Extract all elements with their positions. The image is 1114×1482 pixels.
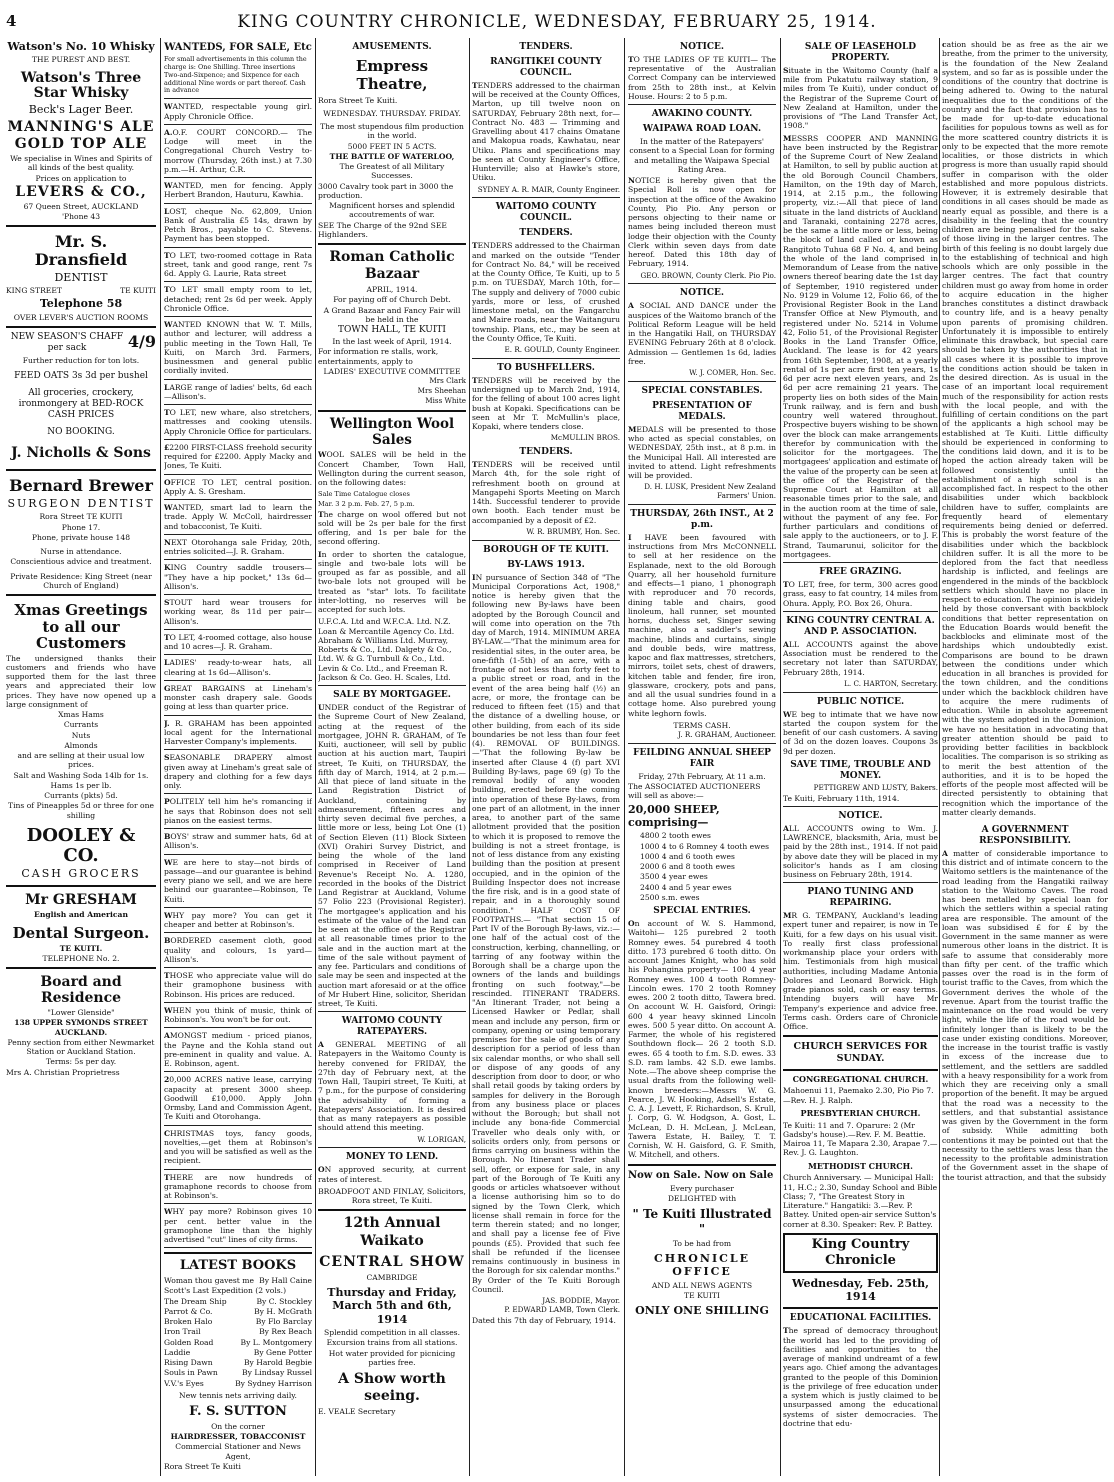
book-row xyxy=(164,1348,312,1357)
sheep-item: 1000 4 to 6 Romney 4 tooth ewes xyxy=(640,841,770,851)
over-levers: OVER LEVER'S AUCTION ROOMS xyxy=(13,312,149,322)
rora-te-kuiti: Rora Street TE KUITI xyxy=(39,512,123,522)
pettigrew-date: Te Kuiti, February 11th, 1914. xyxy=(783,793,900,803)
money-heading: MONEY TO LEND. xyxy=(345,1152,439,1163)
save-time: SAVE TIME, TROUBLE AND MONEY. xyxy=(790,759,931,781)
board-residence: Board and Residence xyxy=(40,974,122,1006)
book-title: Golden Road xyxy=(164,1337,214,1347)
te-kuiti-illustrated: " Te Kuiti Illustrated " xyxy=(632,1207,772,1236)
bazaar-heading: Roman Catholic Bazaar xyxy=(329,249,455,283)
purest-text: THE PUREST AND BEST. xyxy=(31,55,131,65)
borough-heading: BOROUGH OF TE KUITI. xyxy=(483,544,609,555)
empress-theatre: Empress Theatre, xyxy=(355,56,429,94)
show-worth: A Show worth seeing. xyxy=(338,1371,446,1405)
money-body: ON approved security, at current rates of interest. xyxy=(318,1165,466,1184)
gould-signature: E. R. GOULD, County Engineer. xyxy=(504,345,620,355)
greatest-text: The Greatest of all Military Successes. xyxy=(339,162,445,181)
broadfoot-text: BROADFOOT AND FINLAY, Solicitors, Rora street, Te Kuiti. xyxy=(318,1186,466,1206)
classified-ad: WE are here to stay—not birds of passage—and our guarantee is behind every piano we sell, and we are here behind our guarantee—Robinson, Te Kuiti. xyxy=(164,857,312,904)
book-row xyxy=(164,1276,312,1285)
classified-ad: WHEN you think of music, think of Robinson's. You won't be for out. xyxy=(164,1005,312,1024)
mcconnell-body: I HAVE been favoured with instructions from Mrs McCONNELL to sell at her residence on the Esplanade, next to the old Borough Quarry, all her household furniture and effects—1 piano, 1 phonograph with reproducer and 70 records, dining table and chairs, good linoleum, hall runner, set mounted horns, duchess set, Singer sewing machine, also a saddler's sewing machine, blinds and curtains, single and double beds, wire mattress, kapoc and flax mattresses, stretchers, mirrors, toilet sets, chest of drawers, kitchen table and fender, fire iron, glassware, crockery, pots and pans, and all the usual sundries found in a cottage home. Also purebred young white leghorn fowls. xyxy=(628,532,776,718)
sutton-rora: Rora Street Te Kuiti xyxy=(164,1461,241,1471)
book-author: By Sydney Harrison xyxy=(235,1378,312,1388)
oats-ad: FEED OATS 3s 3d per bushel xyxy=(14,371,148,382)
stupendous-text: The most stupendous film production in the world. xyxy=(320,122,464,141)
booth-body: TENDERS will be received until March 4th, for the sole right of refreshment booth on ground at Mangapehi Sports Meeting on March 14th. Successful tenderer to provide own booth. Each tender must be accompanied by a deposit of £2. xyxy=(472,460,620,525)
classified-ad: WANTED, respectable young girl. Apply Chronicle Office. xyxy=(164,102,312,121)
feilding-heading: FEILDING ANNUAL SHEEP FAIR xyxy=(633,747,771,769)
column-4-tenders xyxy=(472,38,620,1476)
classified-ad: LADIES' ready-to-wear hats, all clearing at 1s 6d—Allison's. xyxy=(164,658,312,677)
sheep-item: 2400 4 and 5 year ewes xyxy=(640,882,732,892)
book-title: Souls in Pawn xyxy=(164,1368,218,1378)
phone-148: Phone, private house 148 xyxy=(31,532,131,542)
special-entries-heading: SPECIAL ENTRIES. xyxy=(653,906,751,917)
bylaws-dated: Dated this 7th day of February, 1914. xyxy=(472,1315,616,1325)
book-title: Woman thou gavest me xyxy=(164,1276,254,1286)
news-agents: AND ALL NEWS AGENTS xyxy=(651,1280,753,1290)
classified-ad: TO LET small empty room to let, detached; rent 2s 6d per week. Apply Chronicle Office. xyxy=(164,285,312,313)
classified-ad: £2200 FIRST-CLASS freehold security required for £2200. Apply Macky and Jones, Te Kuiti. xyxy=(164,442,312,471)
leasehold-body: MESSRS COOPER AND MANNING have been instructed by the Registrar of the Supreme Court of New Zealand at Hamilton, to sell by public auction at the old Borough Council Chambers, Hamilton, on the 19th day of March, 1914, at 2.15 p.m., the following property, viz.:—All that piece of land situate in the land districts of Auckland and Taranaki, containing 2278 acres, be the same a little more or less, being the block of land called or known as Rangitoto Tuhua 68 F No. 4, and being the whole of the land comprised in Memorandum of Lease from the native owners thereof bearing date the 1st day of September, 1910 registered under No. 9129 in Volume 12, Folio 66, of the Provisional Register Book in the Land Transfer Office at New Plymouth, and registered under No. 5214 in Volume 42, Folio 51, of the Provisional Register Books in the Land Transfer Office, Auckland. The lease is for 42 years from 16th September, 1908, at a yearly rental of 1s per acre first ten years, 1s 6d per acre next eleven years, and 2s 6d per acre remaining 21 years. The property lies on both sides of the Main Trunk railway, and is fern and bush country well watered throughout. Prospective buyers wishing to be shown over the block can make arrangements therefor by communication with the solicitor for the mortgagees. The mortgagees' application and estimate of the value of the property can be seen at the office of the Registrar of the Supreme Court at Hamilton at all reasonable times prior to the sale, and in the auction room at the time of sale, without the payment of any fee. For further particulars and conditions of sale apply to the auctioneers, or to J. F. Strand, Taumarunui, solicitor for the mortgagees. xyxy=(783,133,938,559)
classified-ad: WANTED, men for fencing. Apply Herbert Brandon, Hauturu, Kawhia. xyxy=(164,181,312,200)
entries-body: On account of W. S. Hammond, Waitohi— 125 purebred 2 tooth Romney ewes. 54 purebred 4 tooth ditto. 173 purebred 6 tooth ditto. On account James Knight, who has sold his Pohangina property— 100 4 year Romney ewes. 100 4 tooth Romney-Lincoln ewes. 170 2 tooth Romney ewes. 200 2 tooth ditto, Tawera bred. On account W. H. Gaisford, Oringi: 600 4 year heavy skinned Lincoln ewes. 500 5 year ditto. On account A. Farmer, the whole of his registered Southdown flock— 26 2 tooth S.D. ewes. 65 4 tooth to f.m. S.D. ewes. 33 S.D. ram lambs. 42 S.D. ewe lambs. Note.—The above sheep comprise the usual drafts from the following well-known breeders:—Messrs W. G. Pearce, J. W. Hooking, Adsell's Estate, C. A. J. Levett, F. Richardson, S. Krull, J. Corp, G. W. Hodgson, A. Gost, L. McLean, D. H. McLean, J. McLean, Tawera Estate, H. Bailey, T. T. Cornish, W. H. Gaisford, G. F. Smith, W. Mitchell, and others. xyxy=(628,919,776,1160)
rangitikei-heading: RANGITIKEI COUNTY COUNCIL. xyxy=(490,56,602,78)
every-purchaser: Every purchaser xyxy=(670,1183,734,1193)
classified-ad: WANTED, smart lad to learn the trade. Apply W. McColl, hairdresser and tobacconist, Te Kuiti. xyxy=(164,503,312,531)
public-notice-heading: PUBLIC NOTICE. xyxy=(816,696,905,707)
grazing-body: TO LET, free, for term, 300 acres good grass, easy to fat country, 14 miles from Ohura. Apply, P.O. Box 26, Ohura. xyxy=(783,580,938,608)
mair-signature: SYDNEY A. R. MAIR, County Engineer. xyxy=(477,184,620,194)
column-6-notices xyxy=(783,38,938,1476)
column-rule xyxy=(315,38,316,1476)
book-author: By Harold Begbie xyxy=(243,1358,312,1368)
hot-water: Hot water provided for picnicing parties free. xyxy=(328,1348,456,1367)
watsons-three-star-ad: Watson's Three Star Whisky xyxy=(20,69,142,102)
bylaws-body: IN pursuance of Section 348 of "The Municipal Corporations Act, 1908," notice is hereby given that the following new By-laws have been adopted by the Borough Council and will come into operation on the 7th day of March, 1914. MINIMUM AREA BY-LAW.—"That the minimum area for residential sites, in the outer area, be one-fifth (1-5th) of an acre, with a frontage of not less than forty feet to a public street or road, and in the event of the area being half (½) an acre, or more, the frontage can be reduced to fifteen feet (15) and that the distance of a dwelling house, or other building, from each of its side boundaries be not less than four feet (4). REMOVAL OF BUILDINGS.—"That the following By-law be inserted after Clause 4 (f) part XVI Building By-laws, page 69 (g) To the removal bodily of any wooden building, erected before the coming into operation of these By-laws, from one part of an allotment, in the inner area, to another part of the same allotment provided that the position to which it is proposed to remove the building is not a street frontage, is not of less distance from any existing building than the position at present occupied, and in the opinion of the Building Inspector does not increase the fire risk, and is in a good state of repair, and in a thoroughly sound condition." HALF COST OF FOOTPATHS.— "That section 15 of Part IV of the Borough By-laws, viz.:—one half of the actual cost of the construction, kerbing, channelling, or tarring of any footway within the Borough shall be a charge upon the owners of the lands and buildings fronting on such footway,"—be rescinded. ITINERANT TRADERS. "An Itinerant Trader, not being a Licensed Hawker or Pedlar, shall mean and include any person, firm or company, opening or using temporary premises for the sale of goods of any description for a period of less than six calendar months, or who shall sell or dispose of any goods of any description from door to door, or who shall retail goods by taking orders by samples for delivery in the Borough from any business place or places without the Borough; but shall not include any bona-fide Commercial Traveller who deals only with, or solicits orders only, from persons or firms carrying on business within the Borough. No Itinerant Trader shall sell, offer, or expose for sale, in any part of the Borough of Te Kuiti any goods or articles whatsoever without a license authorising him so to do signed by the Town Clerk, which license shall remain in force for the term therein stated; and no longer, and shall pay a license fee of Five pounds (£5). Provided that such fee shall be refunded if the licensee remains continuously in business in the Borough for six calendar months." By Order of the Te Kuiti Borough Council. xyxy=(472,572,620,1294)
bazaar-committee: LADIES' EXECUTIVE COMMITTEE xyxy=(323,366,461,376)
salt-text: Salt and Washing Soda 14lb for 1s. xyxy=(13,770,149,780)
nicholls-name: J. Nicholls & Sons xyxy=(11,444,151,461)
classified-ad: GREAT BARGAINS at Lineham's monster cash drapery sale. Goods going at less than quarter price. xyxy=(164,683,312,712)
education-body: The spread of democracy throughout the world has led to the providing of facilities and opportunities to the average of mankind undreamt of a few years ago. Chief among the advantages granted to the people of this Dominion is the privilege of free education under a system which is justly claimed to be unsurpassed among the educational systems of sister democracies. The doctrine that edu- xyxy=(783,1326,938,1428)
tenders-2-heading: TENDERS. xyxy=(519,228,573,239)
goods-item: Nuts xyxy=(71,730,91,740)
chronicle-office: CHRONICLE OFFICE xyxy=(654,1251,750,1279)
cambridge: CAMBRIDGE xyxy=(366,1272,418,1282)
delighted: DELIGHTED with xyxy=(667,1194,737,1204)
feilding-date: Friday, 27th February, At 11 a.m. xyxy=(638,771,766,781)
classified-ad: AMONGST medium - priced pianos, the Payne and the Kohla stand out pre-eminent in quality and value. A. E. Robinson, agent. xyxy=(164,1031,312,1068)
congregational-body: Mahoenui 11, Paemako 2.30, Pio Pio 7.—Rev. H. J. Ralph. xyxy=(783,1086,934,1105)
congregational-heading: CONGREGATIONAL CHURCH. xyxy=(792,1073,929,1084)
sheep-item: 2500 s.m. ewes xyxy=(640,892,700,902)
sheep-item: 1000 4 and 6 tooth ewes xyxy=(640,851,735,861)
only-one-shilling: ONLY ONE SHILLING xyxy=(635,1304,769,1318)
notice-3-heading: NOTICE. xyxy=(838,810,883,821)
excursion: Excursion trains from all stations. xyxy=(326,1338,458,1348)
newspaper-banner: King Country Chronicle xyxy=(783,1233,938,1273)
sheep-list xyxy=(628,831,776,902)
brown-signature: GEO. BROWN, County Clerk. Pio Pio. xyxy=(640,270,776,280)
waipawa-body: NOTICE is hereby given that the Special Roll is now open for inspection at the office of the Awakino County, Pio Pio. Any person or persons objecting to their name or names being included thereon must lodge their objection with the County Clerk within seven days from date hereof. Dated this 18th day of February, 1914. xyxy=(628,176,776,269)
lower-glenside: "Lower Glenside" xyxy=(47,1008,115,1018)
selling-text: and are selling at their usual low prices. xyxy=(17,751,145,770)
wool-row: Mar. 3 2 p.m. Feb. 27, 5 p.m. xyxy=(318,499,415,508)
wool-body-2: The charge on wool offered but not sold will be 2s per bale for the first offering, and 1s per bale for the second offering. xyxy=(318,509,466,547)
xmas-greetings: Xmas Greetings to all our Customers xyxy=(14,601,148,652)
now-on-sale: Now on Sale. Now on Sale xyxy=(628,1169,774,1181)
piano-heading: PIANO TUNING AND REPAIRING. xyxy=(807,887,914,909)
wanteds-heading: WANTEDS, FOR SALE, Etc xyxy=(164,42,312,53)
classified-ad: THOSE who appreciate value will do their gramophone business with Robinson. His prices are reduced. xyxy=(164,971,312,999)
dental-surgeon: Dental Surgeon. xyxy=(12,924,150,943)
waitomo-ratepayers-heading: WAITOMO COUNTY RATEPAYERS. xyxy=(341,1016,443,1038)
king-street: KING STREET xyxy=(6,285,62,295)
piano-body: MR G. TEMPANY, Auckland's leading expert tuner and repairer, is now in Te Kuiti, for a few days on his usual visit. To really first class professional workmanship place your orders with him. Testimonials from high musical authorities, including Madame Antonia Dolores and Leonard Borwick. High grade pianos sold, cash or easy terms. Intending buyers will have Mr Tempany's experience and advice free. Terms cash. Orders care of Chronicle Office. xyxy=(783,911,938,1032)
book-row xyxy=(164,1297,312,1306)
column-5-notices xyxy=(628,38,776,1476)
column-rule xyxy=(939,38,940,1476)
sheep-heading: 20,000 SHEEP, comprising— xyxy=(628,802,720,829)
te-kuiti-2: TE KUITI. xyxy=(59,943,103,953)
bazaar-purpose: For paying off of Church Debt. xyxy=(333,295,451,305)
bushfellers-body: TENDERS will be received by the undersigned up to March 2nd, 1914, for the felling of about 100 acres light bush at Kopaki. Specifications can be seen at Mr T. McMullin's place, Kopaki, where tenders close. xyxy=(472,375,620,432)
bushfellers-heading: TO BUSHFELLERS. xyxy=(497,362,595,373)
classified-ad: THERE are now hundreds of gramaphone records to choose from at Robinson's. xyxy=(164,1172,312,1200)
becks-ad: Beck's Lager Beer. xyxy=(28,103,134,117)
show-dates: Thursday and Friday, March 5th and 6th, 1914 xyxy=(327,1285,457,1326)
show-title-1: 12th Annual Waikato xyxy=(343,1215,441,1249)
sheep-item: 4800 2 tooth ewes xyxy=(640,831,711,841)
conscientious-text: Conscientious advice and treatment. xyxy=(10,557,152,567)
waitomo-ratepayers-body: A GENERAL MEETING of all Ratepayers in the Waitomo County is hereby convened for FRIDAY, the 27th day of February next, at the Town Hall, Taupiri street, Te Kuiti, at 7 p.m., for the purpose of considering the advisability of forming a Ratepayers' Association. It is desired that as many ratepayers as possible should attend this meeting. xyxy=(318,1040,466,1133)
classified-ad: A.O.F. COURT CONCORD.— The Lodge will meet in the Congregational Church Vestry to-morrow (Thursday, 26th inst.) at 7.30 p.m.—H. Arthur, C.R. xyxy=(164,127,312,174)
book-author: By Gene Potter xyxy=(253,1347,312,1357)
bylaws-heading: BY-LAWS 1913. xyxy=(507,559,585,570)
mcmullin-signature: McMULLIN BROS. xyxy=(550,433,620,443)
book-title: V.V.'s Eyes xyxy=(164,1378,204,1388)
book-author: By Flo Barclay xyxy=(255,1317,312,1327)
goods-item: Almonds xyxy=(64,740,98,750)
empress-days: WEDNESDAY. THURSDAY. FRIDAY. xyxy=(323,108,461,118)
wanteds-list xyxy=(164,102,312,1248)
mortgage-body: UNDER conduct of the Registrar of the Supreme Court of New Zealand, acting at the request of the mortgagee, JOHN R. GRAHAM, of Te Kuiti, auctioneer, will sell by public auction at his auction mart, Taupiri street, Te Kuiti, on THURSDAY, the fifth day of March, 1914, at 2 p.m.— All that piece of land situate in the Land Registration District of Auckland, containing by admeasurement, fifteen acres and thirty seven decimal five perches, a little more or less, being Lot One (1) of Section Eleven (11) Block Sixteen (XVI) Orahiri Survey District, and being the whole of the land comprised in Receiver of Land Revenue's Receipt No. A. 1280, recorded in the books of the District Land Registrar at Auckland, Volume 57 Folio 223 (Provisional Register). The mortgagee's application and his estimate of the value of the land can be seen at the office of the Registrar at all reasonable times prior to the sale and in the auction mart at the time of the sale without payment of any fee. Particulars and conditions of sale may be seen and inspected at the auction mart aforesaid or at the office of Mr Hubert Hine, solicitor, Sheridan street, Te Kuiti. xyxy=(318,703,466,1008)
committee-name: Miss White xyxy=(425,395,466,405)
symonds-street: 138 UPPER SYMONDS STREET AUCKLAND. xyxy=(14,1018,148,1037)
wool-sales-heading: Wellington Wool Sales xyxy=(329,415,455,448)
page-number: 4 xyxy=(6,12,17,30)
classified-ad: TO LET, two-roomed cottage in Rata street, tank and good range, rent 7s 6d. Apply G. Laurie, Rata street xyxy=(164,250,312,278)
wines-text: We specialise in Wines and Spirits of all kinds of the best quality. xyxy=(10,154,152,173)
classified-ad: 20,000 ACRES native lease, carrying capacity at present 3000 sheep. Goodwill £10,000. Apply John Ormsby, Land and Commission Agent, Te Kuiti and Otorohanga. xyxy=(164,1075,312,1122)
terms-cash: TERMS CASH. xyxy=(673,720,731,730)
sutton-stationer: Commercial Stationer and News Agent, xyxy=(175,1442,301,1461)
column-rule xyxy=(160,38,161,1476)
medals-heading: PRESENTATION OF MEDALS. xyxy=(652,400,752,422)
column-2-wanteds xyxy=(164,38,312,1476)
classified-ad: LARGE range of ladies' belts, 6d each—Allison's. xyxy=(164,382,312,401)
methodist-heading: METHODIST CHURCH. xyxy=(808,1160,913,1171)
lawrence-body: ALL ACCOUNTS owing to Wm. J. LAWRENCE, blacksmith, Aria, must be paid by the 28th inst., 1914. If not paid by above date they will be placed in my solicitor's hands as I am closing business on February 28th, 1914. xyxy=(783,823,938,880)
editorial-text-2: A matter of considerable importance to this district and of intimate concern to the Waitomo settlers is the maintenance of the road leading from the Hangatiki railway station to the Waitomo Caves. The road has been metalled by special loan for which the settlers within a special rating area are responsible. The amount of the loan was subsidised £ for £ by the Government in the same manner as were numerous other loans in the district. It is safe to assume that considerably more than fifty per cent. of the traffic which passes over the road is in the form of tourist traffic to the Caves, from which the Government derives the whole of the revenue. Apart from the tourist traffic the maintenance on the road would be very light, while the life of the road would be infinitely longer than is likely to be the case under existing conditions. Moreover, the increase in the tourist traffic is vastly in excess of the increase due to settlement, and the settlers are saddled with a heavy responsibility for a work from which they are receiving only a small proportion of the benefit. It may be argued that the road was a necessity to the settlers, and that substantial assistance was given by the Government in the form of subsidy. While admitting both contentions it may be pointed out that the necessity to the settlers was less than the necessity to the profitable administration of the Government asset in the shape of the tourist attraction, and that the subsidy xyxy=(942,848,1108,1182)
kcc-heading: KING COUNTRY CENTRAL A. AND P. ASSOCIATION. xyxy=(786,615,935,637)
show-title-2: CENTRAL SHOW xyxy=(319,1253,465,1270)
book-row xyxy=(164,1358,312,1367)
see-charge: SEE The Charge of the 92nd SEE Highlanders. xyxy=(318,220,447,239)
bazaar-townhall: TOWN HALL, TE KUITI xyxy=(338,325,446,336)
classified-ad: WANTED KNOWN that W. T. Mills, author and lecturer, will address a public meeting in the Town Hall, Te Kuiti, on March 3rd. Farmers, businessmen and general public cordially invited. xyxy=(164,320,312,376)
book-title: Iron Trail xyxy=(164,1327,201,1337)
grazing-heading: FREE GRAZING. xyxy=(819,567,902,578)
groceries-ad: All groceries, crockery, ironmongery at BED-ROCK CASH PRICES xyxy=(18,387,144,420)
associated-text: The ASSOCIATED AUCTIONEERS will sell as above:— xyxy=(628,782,761,801)
book-row xyxy=(164,1286,312,1295)
bazaar-april: APRIL, 1914. xyxy=(366,285,418,295)
book-author: By L. Montgomery xyxy=(240,1337,312,1347)
leasehold-heading: SALE OF LEASEHOLD PROPERTY. xyxy=(804,42,917,63)
no-booking: NO BOOKING. xyxy=(47,426,115,437)
column-rule xyxy=(624,38,625,1476)
book-row xyxy=(164,1379,312,1388)
chaff-price: 4/9 xyxy=(127,331,156,351)
book-title: Parrot & Co. xyxy=(164,1306,213,1316)
te-kuiti: TE KUITI xyxy=(120,285,156,295)
waipawa-sub: In the matter of the Ratepayers' consent to a Special Loan for forming and metalling the Waipawa Special Rating Area. xyxy=(629,137,775,174)
goods-item: Xmas Hams xyxy=(58,710,104,719)
mortgage-heading: SALE BY MORTGAGEE. xyxy=(333,690,451,701)
wool-body: WOOL SALES will be held in the Concert Chamber, Town Hall, Wellington during the current season, on the following dates: xyxy=(318,450,466,488)
levers-address: 67 Queen Street, AUCKLAND xyxy=(23,201,139,211)
presbyterian-heading: PRESBYTERIAN CHURCH. xyxy=(800,1107,921,1118)
veale-secretary: E. VEALE Secretary xyxy=(318,1407,396,1417)
sutton-hairdresser: HAIRDRESSER, TOBACCONIST xyxy=(170,1432,306,1442)
goods-item: Currants xyxy=(63,720,99,730)
tenders-3-heading: TENDERS. xyxy=(519,447,573,458)
reduction-text: Further reduction for ton lots. xyxy=(22,355,140,365)
terms-text: Terms: 5s per day. xyxy=(45,1057,117,1067)
xmas-body: The undersigned thanks their customers and friends who have supported them for the last three years and appreciated their low prices. They have now opened up a large consignment of xyxy=(6,653,156,709)
prices-text: Prices on application to xyxy=(35,173,127,183)
classified-ad: WHY pay more? You can get it cheaper and better at Robinson's. xyxy=(164,910,312,929)
classified-ad: WHY pay more? Robinson gives 10 per cent. better value in the gramophone line than the highly advertised "cut" lines of city firms. xyxy=(164,1207,312,1244)
phone-17: Phone 17. xyxy=(61,522,101,532)
classified-ad: TO LET, 4-roomed cottage, also house and 10 acres—J. R. Graham. xyxy=(164,632,312,651)
wool-columns: Sale Time Catalogue closes xyxy=(318,490,410,499)
waitomo-cc-heading: WAITOMO COUNTY COUNCIL. xyxy=(495,202,597,224)
sutton-name: F. S. SUTTON xyxy=(189,1404,287,1420)
new-nets: New tennis nets arriving daily. xyxy=(179,1390,297,1400)
chaff-ad: NEW SEASON'S CHAFF per sack xyxy=(10,331,124,353)
dentist-label: DENTIST xyxy=(54,270,108,284)
christian-proprietress: Mrs A. Christian Proprietress xyxy=(6,1067,120,1077)
english-american: English and American xyxy=(34,910,128,920)
currants-text: Currants (pkts) 5d. xyxy=(44,791,118,800)
column-1-advertisements xyxy=(6,38,156,1476)
book-author: By C. Stockley xyxy=(256,1296,312,1306)
wool-body-3: In order to shorten the catalogue, single and two-bale lots will be grouped as far as possible, and all two-bale lots not grouped will be treated as "star" lots. To facilitate inter-lotting, no reserves will be accepted for such lots. xyxy=(318,549,466,615)
bazaar-grand: A Grand Bazaar and Fancy Fair will be held in the xyxy=(323,305,461,324)
book-author: By Rex Beach xyxy=(259,1327,312,1337)
book-title: Broken Halo xyxy=(164,1317,213,1327)
kcc-body: ALL ACCOUNTS against the above Association must be rendered to the secretary not later than SATURDAY, February 28th, 1914. xyxy=(783,639,938,677)
bazaar-lastweek: In the last week of April, 1914. xyxy=(332,337,452,347)
notice-2-heading: NOTICE. xyxy=(679,288,725,299)
committee-name: Mrs Clark xyxy=(429,376,466,386)
gold-top-ad: GOLD TOP ALE xyxy=(14,135,148,152)
waitomo-tender-body: TENDERS addressed to the Chairman and marked on the outside "Tender for Contract No. 84," will be received at the County Office, Te Kuiti, up to 5 p.m. on TUESDAY, March 10th, for— The supply and delivery of 7000 cubic yards, more or less, of crushed limestone metal, on the Fangarchu and Maire roads, near the Waitanguru township. Plans, etc., may be seen at the County Office, Te Kuiti. xyxy=(472,241,620,343)
social-body: A SOCIAL AND DANCE under the auspices of the Waitomo branch of the Political Reform League will be held in the Hangatiki Hall, on THURSDAY EVENING February 26th at 8 o'clock. Admission — Gentlemen 1s 6d, ladies free. xyxy=(628,301,776,366)
sutton-corner: On the corner xyxy=(211,1421,265,1431)
classified-ad: J. R. GRAHAM has been appointed local agent for the International Harvester Company's implements. xyxy=(164,718,312,746)
book-title: Rising Dawn xyxy=(164,1358,213,1368)
to-be-had: To be had from xyxy=(672,1238,732,1248)
sheep-item: 3500 4 year ewes xyxy=(640,872,708,882)
book-row xyxy=(164,1307,312,1316)
classified-ad: OFFICE TO LET, central position. Apply A. S. Gresham. xyxy=(164,477,312,496)
sheep-item: 2000 6 and 8 tooth ewes xyxy=(640,862,735,872)
education-heading: EDUCATIONAL FACILITIES. xyxy=(789,1313,932,1324)
te-kuiti-5: TE KUITI xyxy=(684,1290,720,1300)
latest-books-heading: LATEST BOOKS xyxy=(179,1258,297,1274)
book-title: The Dream Ship xyxy=(164,1296,227,1306)
book-row xyxy=(164,1317,312,1326)
tenders-heading: TENDERS. xyxy=(519,42,573,52)
bazaar-info: For information re stalls, work, entertainments, apply to xyxy=(318,347,439,366)
waipawa-heading: WAIPAWA ROAD LOAN. xyxy=(642,124,762,135)
dransfield-name: Mr. S. Dransfield xyxy=(34,232,128,269)
awakino-heading: AWAKINO COUNTY. xyxy=(651,109,753,120)
medals-body: MEDALS will be presented to those who acted as special constables, on WEDNESDAY, 25th inst., at 8 p.m. in the Municipal Hall. All interested are invited to attend. Light refreshments will be provided. xyxy=(628,424,776,481)
public-notice-body: WE beg to intimate that we have now started the coupon system for the benefit of our cash customers. A saving of 3d on the dozen loaves. Coupons 3s 9d per dozen. xyxy=(783,709,938,756)
cash-grocers: CASH GROCERS xyxy=(21,867,141,881)
column-3-amusements xyxy=(318,38,466,1476)
telephone-58: Telephone 58 xyxy=(39,297,123,311)
telephone-2: TELEPHONE No. 2. xyxy=(42,954,120,964)
graham-signature: J. R. GRAHAM, Auctioneer. xyxy=(677,730,776,740)
tins-text: Tins of Pineapples 5d or three for one shilling xyxy=(8,801,154,820)
classified-ad: CHRISTMAS toys, fancy goods, novelties,—get them at Robinson's and you will be satisfied as well as the recipient. xyxy=(164,1128,312,1166)
column-rule xyxy=(780,38,781,1476)
surgeon-dentist: SURGEON DENTIST xyxy=(7,496,155,510)
classified-ad: LOST, cheque No. 62,809, Union Bank of Australia £5 14s, drawn by Petch Bros., payable to C. Stevens. Payment has been stopped. xyxy=(164,206,312,244)
empress-rora: Rora Street Te Kuiti. xyxy=(318,95,398,105)
cavalry-text: 3000 Cavalry took part in 3000 the production. xyxy=(318,181,454,200)
private-residence: Private Residence: King Street (near Church of England) xyxy=(10,571,152,590)
dooley-name: DOOLEY & CO. xyxy=(26,824,136,866)
brumby-signature: W. R. BRUMBY, Hon. Sec. xyxy=(526,526,620,536)
thursday-heading: THURSDAY, 26th INST., At 2 p.m. xyxy=(630,508,774,530)
classified-ad: SEASONABLE DRAPERY almost given away at Lineham's great sale of drapery and clothing for a few days only. xyxy=(164,753,312,790)
brewer-name: Bernard Brewer xyxy=(9,476,153,496)
levers-phone: 'Phone 43 xyxy=(61,212,101,222)
books-list xyxy=(164,1276,312,1388)
gresham-name: Mr GRESHAM xyxy=(25,891,137,908)
church-heading: CHURCH SERVICES FOR SUNDAY. xyxy=(793,1041,928,1065)
notice-heading: NOTICE. xyxy=(679,42,725,52)
page-title: KING COUNTRY CHRONICLE, WEDNESDAY, FEBRUARY 25, 1914. xyxy=(237,12,877,32)
levers-name: LEVERS & CO., xyxy=(15,183,147,200)
column-7-editorial xyxy=(942,38,1108,1476)
edition-date: Wednesday, Feb. 25th, 1914 xyxy=(792,1276,929,1303)
watsons-10-ad: Watson's No. 10 Whisky xyxy=(7,40,155,53)
hams-text: Hams 1s per lb. xyxy=(50,780,112,790)
column-rule xyxy=(469,38,470,1476)
rangitikei-body: TENDERS addressed to the chairman will be received at the County Offices, Marton, up till twelve noon on SATURDAY, February 28th next, for— Contract No. 483 — Trimming and Gravelling about 417 chains Omatane and Makopua roads, Kawhatau, near Utiku. Plans and specifications may be seen at County Engineer's Office, Hunterville; also at Hawke's store, Utiku. xyxy=(472,80,620,183)
classified-ad: BORDERED casement cloth, good quality and colours, 1s yard—Allison's. xyxy=(164,936,312,964)
editorial-text-1: cation should be as free as the air we breathe, from the primer to the university, is the foundation of the New Zealand system, and so far as is possible under the conditions of the country that doctrine is being adhered to. Owing to the natural inequalities due to the conditions of the country and the fact that provision has to be made for up-to-date educational facilities for populous towns as well as for the more scattered country districts it is only to be expected that the more remote localities, or those districts in which progress is more than usually rapid should suffer in comparison with the older established and more populous districts. However, it is extremely desirable that conditions in all cases should be made as nearly equal as possible, and there is a disability in the feeling that the country children are being penalised for the sake of those living in the larger centres. The birth of this feeling is no doubt largely due to the establishing of technical and high schools which are only possible in the larger centres. The fact that country children must go away from home in order to acquire education in the higher branches constitutes a distinct drawback to country life, and is a heavy penalty upon parents of promising children. Unfortunately it is impossible to entirely eliminate this drawback, but special care should be taken by the authorities that in all cases where it is possible to improve the conditions action should be taken in the desired direction. As is usual in the case of an important local requirement much of the responsibility for action rests with the local people, and with the fulfilling of certain conditions on the part of the applicants a high school may be established at Te Kuiti. Little difficulty should be experienced in conforming to the conditions laid down, and it is to be hoped the action already taken will be followed consistently until the establishment of a high school is an accomplished fact. In respect to the other disabilities under which backblock children have to suffer, complaints are frequently heard of elementary requirements being denied or deferred. This is probably the worst feature of the disabilities under which the backblock children suffer. It is all the more to be deplored from the fact that needless hardship is inflicted, and feelings are engendered in the minds of the backblock settlers which should have no place in respect to education. The opinion is widely held by those conversant with backblock conditions that better representation on the Education Boards would benefit the backblocks and eliminate most of the hardships which undoubtedly exist. Comparisons are bound to be drawn between the conditions under which education in all branches is provided for the town children, and the conditions under which the backblock children have to acquire the mere rudiments of education. While in absolute agreement with the system adopted in the Dominion, we have no hesitation in advocating that greater attention should be paid to providing better facilities in backblock localities. The comparison is so striking as to merit the best attention of the authorities, and it is to be hoped the efforts of the people most affected will be directed persistently to obtaining that recognition which the importance of the matter clearly demands. xyxy=(942,40,1108,817)
classified-ad: NEXT Otorohanga sale Friday, 20th, entries solicited—J. R. Graham. xyxy=(164,537,312,556)
book-title: Laddie xyxy=(164,1347,191,1357)
presbyterian-body: Te Kuiti: 11 and 7. Oparure: 2 (Mr Gadsby's house).—Rev. F. M. Beattie. Mairoa 11, Te Mapara 2.30, Arapae 7.—Rev. J. G. Laughton. xyxy=(783,1120,938,1158)
comer-signature: W. J. COMER, Hon. Sec. xyxy=(689,368,776,378)
leasehold-sub: Situate in the Waitomo County (half a mile from Pukatutu railway station, 9 miles from Te Kuiti), under conduct of the Registrar of the Supreme Court of New Zealand at Hamilton, under the provisions of "The Land Transfer Act, 1908." xyxy=(783,65,938,131)
book-row xyxy=(164,1327,312,1336)
book-author: By H. McGrath xyxy=(254,1306,312,1316)
page-header xyxy=(0,0,1114,34)
methodist-body: Church Anniversary. — Municipal Hall: 11, H.C.; 2.30, Sunday School and Bible Class; 7, "The Greatest Story in Literature." Hangatiki: 3.—Rev. P. Battey. United open-air service Sutton's corner at 8.30. Speaker: Rev. P. Battey. xyxy=(783,1173,938,1229)
book-row xyxy=(164,1368,312,1377)
pettigrew-signature: PETTIGREW AND LUSTY, Bakers. xyxy=(813,782,938,792)
splendid: Splendid competition in all classes. xyxy=(324,1328,460,1338)
boddie-signature: JAS. BODDIE, Mayor. xyxy=(542,1296,620,1306)
book-author: By Hall Caine xyxy=(259,1276,312,1286)
feet-text: 5000 FEET IN 5 ACTS. xyxy=(347,141,437,151)
ladies-notice: TO THE LADIES OF TE KUITI— The representative of the Australian Correct Company can be interviewed from 25th to 28th inst., at Kelvin House. Hours: 2 to 5 p.m. xyxy=(628,54,776,101)
classified-ad: STOUT hard wear trousers for working wear, 8s 11d per pair—Allison's. xyxy=(164,598,312,626)
amusements-heading: AMUSEMENTS. xyxy=(352,42,432,52)
classified-ad: TO LET, new whare, also stretchers, mattresses and cooking utensils. Apply Chronicle Office for particulars. xyxy=(164,408,312,436)
wool-firms: U.F.C.A. Ltd and W.F.C.A. Ltd. N.Z. Loan & Mercantile Agency Co. Ltd. Abraham & Williams Ltd. Murray, Roberts & Co., Ltd. Dalgety & Co., Ltd. W. & G. Turnbull & Co., Ltd. Levin & Co. Ltd., and Freeman R. Jackson & Co. Geo. H. Scales, Ltd. xyxy=(318,617,455,682)
classified-ad: POLITELY tell him he's romancing if he says that Robinson does not sell pianos on the easiest terms. xyxy=(164,797,312,825)
classified-ad: BOYS' straw and summer hats, 6d at Allison's. xyxy=(164,832,312,851)
waterloo-text: THE BATTLE OF WATERLOO, xyxy=(329,151,455,161)
wanteds-rates: For small advertisements in this column the charge is: One Shilling. Three insertions Two-and-Sixpence; and Sixpence for each additional Nine words or part thereof. Cash in advance xyxy=(164,55,307,95)
magnificent-text: Magnificent horses and splendid accoutrements of war. xyxy=(329,201,455,220)
committee-name: Mrs Sheehan xyxy=(417,385,466,395)
nurse-text: Nurse in attendance. xyxy=(40,547,122,556)
lusk-signature: D. H. LUSK, President New Zealand Farmers' Union. xyxy=(644,482,776,501)
constables-heading: SPECIAL CONSTABLES. xyxy=(641,385,763,396)
book-row xyxy=(164,1338,312,1347)
harton-signature: L. C. HARTON, Secretary. xyxy=(844,678,938,688)
mannings-ad: MANNING'S ALE xyxy=(7,118,155,135)
penny-section: Penny section from either Newmarket Station or Auckland Station. xyxy=(7,1037,155,1057)
book-title: Scott's Last Expedition (2 vols.) xyxy=(164,1286,287,1296)
government-heading: A GOVERNMENT RESPONSIBILITY. xyxy=(979,825,1071,846)
book-author: By Lindsay Russel xyxy=(242,1368,312,1378)
lorigan-signature: W. LORIGAN, xyxy=(417,1134,466,1144)
classified-ad: KING Country saddle trousers— "They have a hip pocket," 13s 6d—Allison's. xyxy=(164,563,312,591)
lamb-signature: P. EDWARD LAMB, Town Clerk. xyxy=(504,1304,620,1314)
